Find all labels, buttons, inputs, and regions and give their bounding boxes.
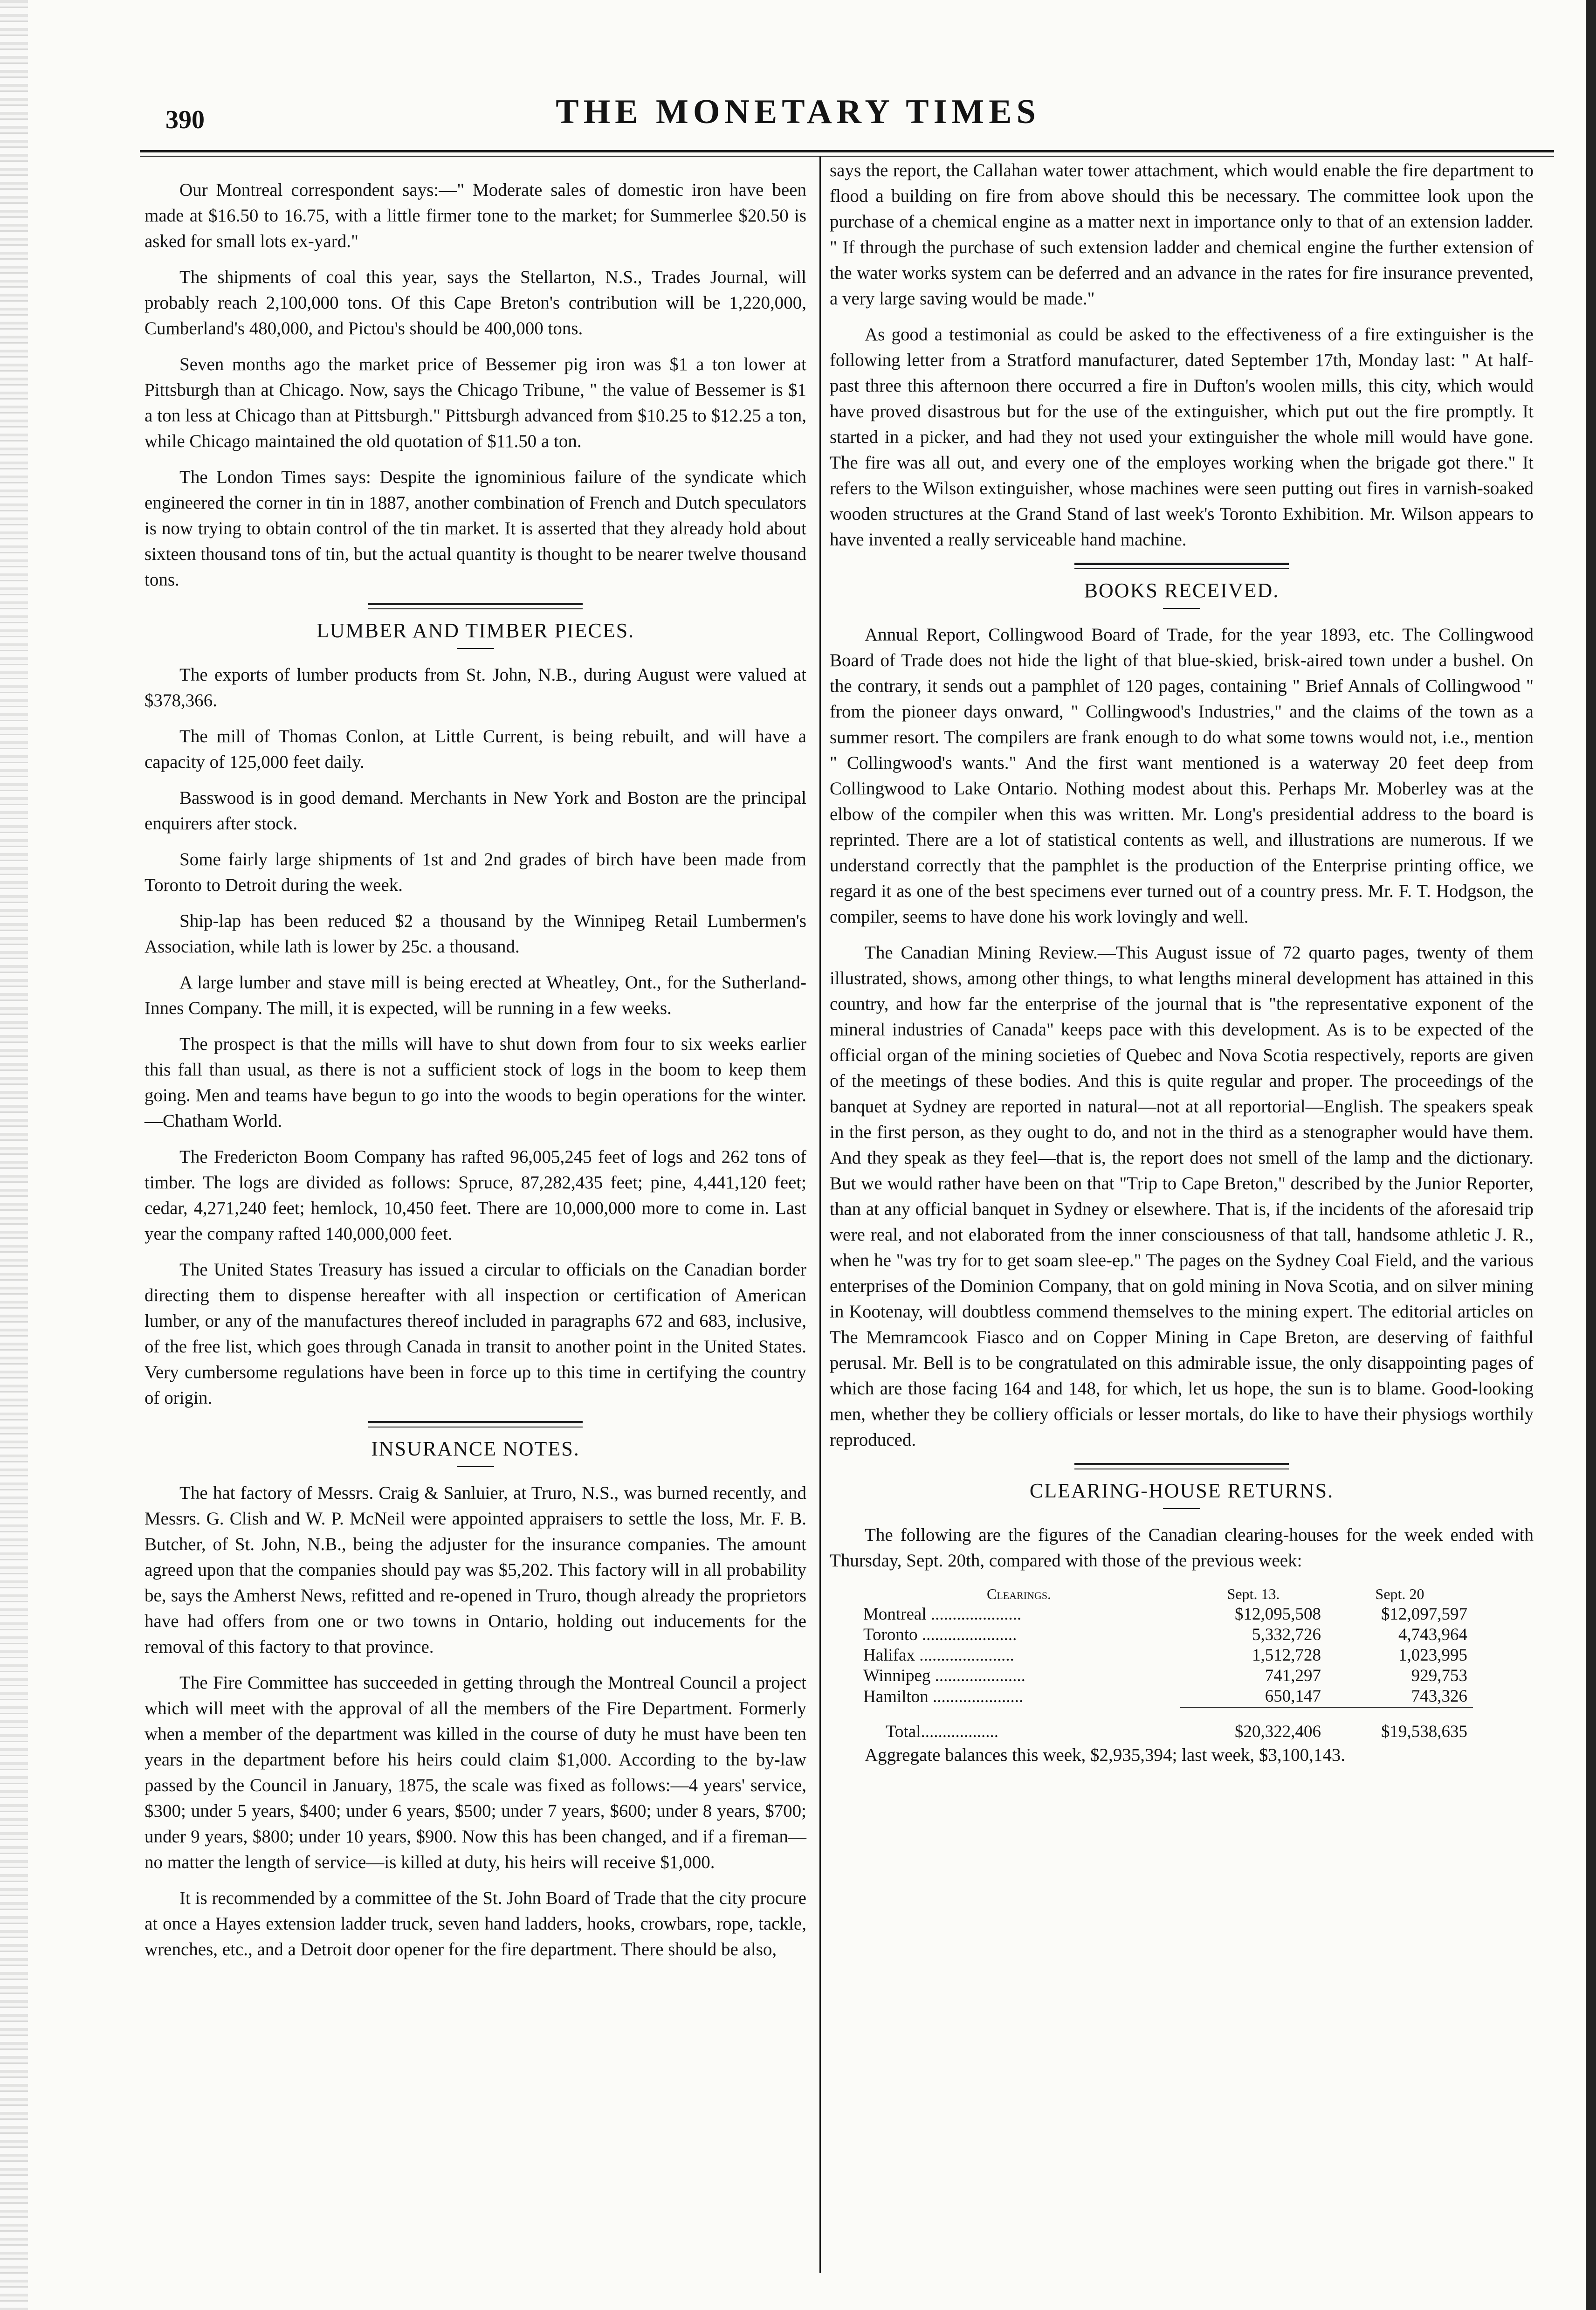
- scan-edge-right: [1586, 0, 1596, 2310]
- section-separator: [368, 603, 583, 609]
- lumber-paragraph: The United States Treasury has issued a circular to officials on the Canadian border directing them to dispense hereafter with all inspection or certification of American lumber, or any of the manufactures thereof included in paragraphs 672 and 683, inclusive, of the free list, which goes through Canada in transit to another point in the United States. Very cumbersome regulations have been in force up to this time in certifying the country of origin.: [144, 1260, 806, 1408]
- clearing-table: [858, 1584, 1473, 1742]
- lumber-paragraph: The mill of Thomas Conlon, at Little Current, is being rebuilt, and will have a capacity of 125,000 feet daily.: [144, 726, 806, 772]
- continued-paragraph: says the report, the Callahan water tower attachment, which would enable the fire department to flood a building on fire from above should this be necessary. The committee look upon the purchase of a chemical engine as a matter next in importance only to that of an extension ladder. " If through the purchase of such extension ladder and chemical engine the further extension of the water works system can be deferred and an advance in the rates for fire insurance prevented, a very large saving would be made.": [830, 160, 1534, 309]
- value-cell: 1,023,995: [1398, 1646, 1467, 1665]
- column-divider: [819, 156, 821, 2273]
- value-cell: 5,332,726: [1252, 1625, 1321, 1644]
- table-row: [858, 1604, 1473, 1625]
- total-value: $19,538,635: [1327, 1707, 1473, 1742]
- lumber-paragraph: Ship-lap has been reduced $2 a thousand by the Winnipeg Retail Lumbermen's Association, while lath is lower by 25c. a thousand.: [144, 911, 806, 957]
- left-column: [144, 177, 806, 1972]
- insurance-paragraph: It is recommended by a committee of the St. John Board of Trade that the city procure at once a Hayes extension ladder truck, seven hand ladders, hooks, crowbars, rope, tackle, wrenches, etc., and a Detroit door opener for the fire department. There should be also,: [144, 1888, 806, 1959]
- total-label: Total..................: [886, 1722, 998, 1741]
- value-cell: 1,512,728: [1252, 1646, 1321, 1665]
- city-cell: Winnipeg .....................: [863, 1666, 1025, 1685]
- section-title-insurance: INSURANCE NOTES.: [371, 1437, 580, 1460]
- value-cell: 741,297: [1265, 1666, 1321, 1685]
- city-cell: Hamilton .....................: [863, 1687, 1024, 1706]
- masthead: THE MONETARY TIMES: [556, 93, 1040, 131]
- value-cell: 4,743,964: [1398, 1625, 1467, 1644]
- city-cell: Toronto ......................: [863, 1625, 1017, 1644]
- section-title-lumber: LUMBER AND TIMBER PIECES.: [316, 619, 635, 642]
- lumber-paragraph: Some fairly large shipments of 1st and 2nd grades of birch have been made from Toronto to Detroit during the week.: [144, 849, 806, 895]
- article-paragraph: Seven months ago the market price of Bessemer pig iron was $1 a ton lower at Pittsburgh than at Chicago. Now, says the Chicago Tribune, " the value of Bessemer is $1 a ton less at Chicago than at Pittsburgh." Pittsburgh advanced from $10.25 to $12.25 a ton, while Chicago maintained the old quotation of $11.50 a ton.: [144, 354, 806, 451]
- clearing-intro: The following are the figures of the Canadian clearing-houses for the week ended with Thursday, Sept. 20th, compared with those of the previous week:: [830, 1525, 1534, 1571]
- section-separator: [1074, 563, 1289, 569]
- page-number: 390: [165, 105, 205, 134]
- value-cell: $12,097,597: [1381, 1605, 1467, 1624]
- table-header-row: [858, 1584, 1473, 1604]
- value-cell: $12,095,508: [1235, 1605, 1321, 1624]
- insurance-paragraph: The hat factory of Messrs. Craig & Sanluier, at Truro, N.S., was burned recently, and Messrs. G. Clish and W. P. McNeil were appointed appraisers to settle the loss, Mr. F. B. Butcher, of St. John, N.B., being the adjuster for the insurance companies. The amount agreed upon that the companies should pay was $5,202. This factory will in all probability be, says the Amherst News, refitted and re-opened in Truro, though already the proprietors have had offers from one or two towns in Ontario, holding out inducements for the removal of this factory to that province.: [144, 1483, 806, 1657]
- title-underline: [457, 648, 494, 649]
- article-paragraph: As good a testimonial as could be asked to the effectiveness of a fire extinguisher is the following letter from a Stratford manufacturer, dated September 17th, Monday last: " At half-past three this afternoon there occurred a fire in Dufton's woolen mills, this city, which would have proved disastrous but for the use of the extinguisher, which put out the fire promptly. It started in a picker, and had they not used your extinguisher the whole mill would have gone. The fire was all out, and every one of the employes working when the brigade got there." It refers to the Wilson extinguisher, whose machines were seen putting out fires in varnish-soaked wooden structures at the Grand Stand of last week's Toronto Exhibition. Mr. Wilson appears to have invented a really serviceable hand machine.: [830, 324, 1534, 550]
- table-header-col2: Sept. 20: [1375, 1586, 1424, 1602]
- section-title-books: BOOKS RECEIVED.: [1084, 579, 1280, 602]
- lumber-paragraph: A large lumber and stave mill is being erected at Wheatley, Ont., for the Sutherland-Innes Company. The mill, it is expected, will be running in a few weeks.: [144, 972, 806, 1018]
- lumber-paragraph: The exports of lumber products from St. John, N.B., during August were valued at $378,366.: [144, 665, 806, 710]
- books-paragraph: Annual Report, Collingwood Board of Trade, for the year 1893, etc. The Collingwood Board of Trade does not hide the light of that blue-skied, brisk-aired town under a bushel. On the contrary, it sends out a pamphlet of 120 pages, containing " Brief Annals of Collingwood " from the pioneer days onward, " Collingwood's Industries," and the claims of the town as a summer resort. The compilers are frank enough to do what some towns would not, i.e., mention " Collingwood's wants." And the first want mentioned is a waterway 20 feet deep from Collingwood to Lake Ontario. Nothing modest about this. Perhaps Mr. Moberley was at the elbow of the compiler when this was written. Mr. Long's presidential address to the board is reprinted. There are a lot of statistical contents as well, and illustrations are numerous. If we understand correctly that the pamphlet is the production of the Enterprise printing office, we regard it as one of the best specimens ever turned out of a country press. Mr. F. T. Hodgson, the compiler, seems to have done his work lovingly and well.: [830, 625, 1534, 927]
- title-underline: [1163, 608, 1200, 609]
- table-row: [858, 1666, 1473, 1686]
- value-cell: 743,326: [1411, 1687, 1467, 1706]
- article-paragraph: The shipments of coal this year, says the Stellarton, N.S., Trades Journal, will probably reach 2,100,000 tons. Of this Cape Breton's contribution will be 1,220,000, Cumberland's 480,000, and Pictou's should be 400,000 tons.: [144, 267, 806, 338]
- header-rule: [140, 150, 1554, 152]
- total-value: $20,322,406: [1180, 1707, 1327, 1742]
- title-underline: [1163, 1508, 1200, 1509]
- header-rule-thin: [140, 156, 1554, 157]
- scan-edge-left: [0, 0, 28, 2310]
- lumber-paragraph: Basswood is in good demand. Merchants in New York and Boston are the principal enquirers after stock.: [144, 788, 806, 834]
- table-row: [858, 1645, 1473, 1666]
- table-header-label: Clearings.: [986, 1586, 1052, 1602]
- table-total-row: [858, 1707, 1473, 1742]
- article-paragraph: The London Times says: Despite the ignominious failure of the syndicate which engineered the corner in tin in 1887, another combination of French and Dutch speculators is now trying to obtain control of the tin market. It is asserted that they already hold about sixteen thousand tons of tin, but the actual quantity is thought to be nearer twelve thousand tons.: [144, 467, 806, 590]
- books-paragraph: The Canadian Mining Review.—This August issue of 72 quarto pages, twenty of them illustrated, shows, among other things, to what lengths mineral development has attained in this country, and how far the enterprise of the journal that is "the representative exponent of the mineral industries of Canada" keeps pace with this development. As is to be expected of the official organ of the mining societies of Quebec and Nova Scotia respectively, reports are given of the meetings of these bodies. And this is quite regular and proper. The proceedings of the banquet at Sydney are reported in natural—not at all reportorial—English. The speakers speak in the first person, as they ought to do, and not in the third as a stenographer would have them. And they speak as they feel—that is, the report does not smell of the lamp and the dictionary. But we would rather have been on that "Trip to Cape Breton," described by the Junior Reporter, than at any official banquet in Sydney or elsewhere. That is, if the incidents of the aforesaid trip were real, and not elaborated from the inner consciousness of that tall, handsome athletic J. R., when he "was try for to get soam slee-ep." The pages on the Sydney Coal Field, and the various enterprises of the Dominion Company, that on gold mining in Nova Scotia, and on silver mining in Kootenay, will doubtless commend themselves to the mining expert. The editorial articles on The Memramcook Fiasco and on Copper Mining in Cape Breton, are deserving of faithful perusal. Mr. Bell is to be congratulated on this admirable issue, the only disappointing pages of which are those facing 164 and 148, for which, let us hope, the sun is to blame. Good-looking men, whether they be colliery officials or lesser mortals, do like to have their physiogs worthily reproduced.: [830, 943, 1534, 1450]
- insurance-paragraph: The Fire Committee has succeeded in getting through the Montreal Council a project which will meet with the approval of all the members of the Fire Department. Formerly when a member of the department was killed in the course of duty he must have been ten years in the department before his heirs could claim $1,000. According to the by-law passed by the Council in January, 1875, the scale was fixed as follows:—4 years' service, $300; under 5 years, $400; under 6 years, $500; under 7 years, $600; under 8 years, $700; under 9 years, $800; under 10 years, $900. Now this has been changed, and if a fireman—no matter the length of service—is killed at duty, his heirs will receive $1,000.: [144, 1673, 806, 1872]
- section-title-clearing: CLEARING-HOUSE RETURNS.: [1029, 1479, 1334, 1502]
- table-row: [858, 1686, 1473, 1707]
- city-cell: Montreal .....................: [863, 1605, 1022, 1624]
- section-separator: [368, 1421, 583, 1427]
- lumber-paragraph: The Fredericton Boom Company has rafted 96,005,245 feet of logs and 262 tons of timber. The logs are divided as follows: Spruce, 87,282,435 feet; pine, 4,441,120 feet; cedar, 4,271,240 feet; hemlock, 10,450 feet. There are 10,000,000 more to come in. Last year the company rafted 140,000,000 feet.: [144, 1147, 806, 1244]
- lumber-paragraph: The prospect is that the mills will have to shut down from four to six weeks earlier this fall than usual, as there is not a sufficient stock of logs in the boom to keep them going. Men and teams have begun to go into the woods to begin operations for the winter.—Chatham World.: [144, 1034, 806, 1131]
- title-underline: [457, 1466, 494, 1467]
- table-row: [858, 1625, 1473, 1645]
- value-cell: 929,753: [1411, 1666, 1467, 1685]
- right-column: [830, 158, 1534, 1778]
- value-cell: 650,147: [1265, 1687, 1321, 1706]
- article-paragraph: Our Montreal correspondent says:—" Moderate sales of domestic iron have been made at $16.50 to 16.75, with a little firmer tone to the market; for Summerlee $20.50 is asked for small lots ex-yard.": [144, 180, 806, 251]
- city-cell: Halifax ......................: [863, 1646, 1014, 1665]
- table-header-col1: Sept. 13.: [1227, 1586, 1280, 1602]
- section-separator: [1074, 1463, 1289, 1469]
- aggregate-balances: Aggregate balances this week, $2,935,394; last week, $3,100,143.: [865, 1745, 1346, 1765]
